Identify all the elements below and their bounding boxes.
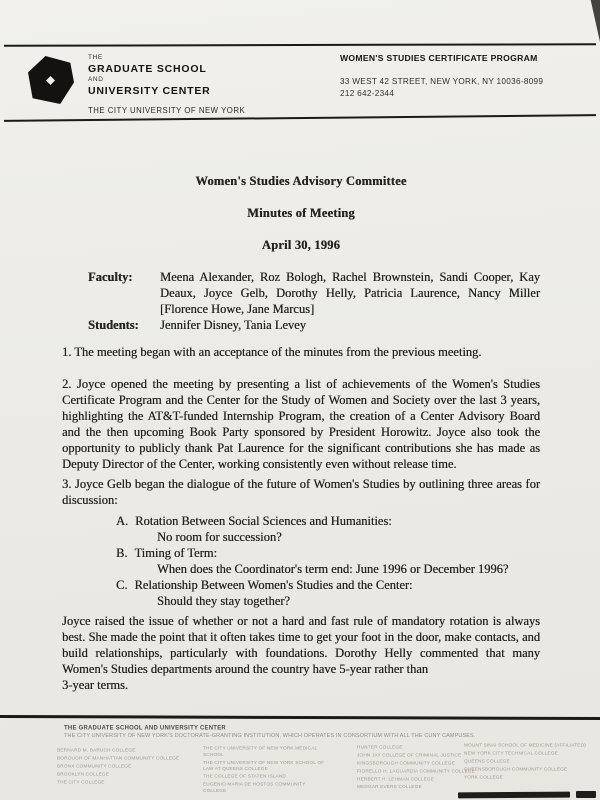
org-and: AND bbox=[88, 76, 104, 83]
program-address: 33 WEST 42 STREET, NEW YORK, NY 10036-8099 bbox=[340, 76, 544, 86]
letterhead-org-block bbox=[88, 55, 211, 99]
scan-corner-shadow bbox=[589, 0, 600, 42]
footer-college: HUNTER COLLEGE bbox=[357, 745, 403, 751]
footer-college: JOHN JAY COLLEGE OF CRIMINAL JUSTICE bbox=[357, 752, 462, 759]
students-label: Students: bbox=[88, 318, 139, 332]
agenda-heading-text: Rotation Between Social Sciences and Humanities: bbox=[135, 514, 392, 528]
document-body bbox=[62, 173, 540, 693]
footer-college: THE COLLEGE OF STATEN ISLAND bbox=[203, 774, 287, 780]
agenda-heading-text: Timing of Term: bbox=[134, 546, 217, 560]
scan-bottom-mark bbox=[576, 791, 596, 798]
program-phone: 212 642-2344 bbox=[340, 88, 395, 98]
paragraph-4: Joyce raised the issue of whether or not a hard and fast rule of mandatory rotation is always best. She made the point that it often takes time to get your foot in the door, make contacts, and build relationships, particularly with foundations. Dorothy Helly commented that many Women's Studies departments around the country have 5-year rather than bbox=[62, 614, 540, 676]
letterhead-top-rule bbox=[4, 43, 596, 47]
graduate-school-logo-icon bbox=[28, 56, 74, 104]
footer-college: THE CITY UNIVERSITY OF NEW YORK SCHOOL OF LAW AT QUEENS COLLEGE bbox=[203, 760, 325, 772]
footer-college: FIORELLO H. LAGUARDIA COMMUNITY COLLEGE bbox=[357, 768, 475, 774]
footer-tagline: THE CITY UNIVERSITY OF NEW YORK'S DOCTORATE-GRANTING INSTITUTION, WHICH OPERATES IN CONSORTIUM WITH ALL THE CUNY CAMPUSES. bbox=[64, 732, 476, 739]
footer-college: YORK COLLEGE bbox=[464, 774, 503, 780]
agenda-question: No room for succession? bbox=[157, 530, 282, 544]
agenda-heading bbox=[62, 513, 540, 529]
footer-heading: THE GRADUATE SCHOOL AND UNIVERSITY CENTER bbox=[64, 725, 226, 731]
paragraph-4-tail: 3-year terms. bbox=[62, 678, 128, 692]
footer-college: HERBERT H. LEHMAN COLLEGE bbox=[357, 776, 435, 782]
footer-college: BOROUGH OF MANHATTAN COMMUNITY COLLEGE bbox=[57, 755, 180, 762]
agenda-item-b bbox=[62, 545, 540, 577]
faculty-label: Faculty: bbox=[88, 270, 133, 284]
students-names: Jennifer Disney, Tania Levey bbox=[160, 318, 306, 332]
footer-college: KINGSBOROUGH COMMUNITY COLLEGE bbox=[357, 760, 455, 766]
paragraph-1: 1. The meeting began with an acceptance of the minutes from the previous meeting. bbox=[62, 345, 482, 359]
footer-college: QUEENSBOROUGH COMMUNITY COLLEGE bbox=[464, 766, 568, 772]
agenda-question: When does the Coordinator's term end: June 1996 or December 1996? bbox=[157, 562, 509, 576]
faculty-names: Meena Alexander, Roz Bologh, Rachel Brownstein, Sandi Cooper, Kay Deaux, Joyce Gelb, Dorothy Helly, Patricia Laurence, Nancy Miller [Florence Howe, Jane Marcus] bbox=[160, 270, 540, 316]
agenda-list bbox=[62, 513, 540, 609]
attendees-block bbox=[62, 269, 540, 333]
paragraph-2: 2. Joyce opened the meeting by presenting a list of achievements of the Women's Studies Certificate Program and the Center for the Study of Women and Society over the last 3 years, highlighting the AT&T-funded Internship Program, the creation of a Center Advisory Board and the then upcoming Book Party sponsored by President Horowitz. Joyce also took the opportunity to publicly thank Pat Laurence for the significant contributions she has made as Deputy Director of the Center, working consistently even without release time. bbox=[62, 377, 540, 471]
agenda-letter: A. bbox=[116, 514, 129, 528]
footer-college-column-1 bbox=[57, 748, 183, 788]
letterhead-program-block bbox=[340, 54, 543, 102]
paragraph-3: 3. Joyce Gelb began the dialogue of the future of Women's Studies by outlining three areas for discussion: bbox=[62, 477, 540, 507]
footer-college: MOUNT SINAI SCHOOL OF MEDICINE (AFFILIATED) bbox=[464, 743, 586, 749]
footer-college: BROOKLYN COLLEGE bbox=[57, 771, 110, 777]
agenda-heading-text: Relationship Between Women's Studies and the Center: bbox=[134, 578, 413, 592]
agenda-letter: B. bbox=[116, 546, 128, 560]
agenda-letter: C. bbox=[116, 578, 128, 592]
footer-rule bbox=[0, 715, 600, 720]
agenda-heading bbox=[62, 545, 540, 561]
org-university-line: THE CITY UNIVERSITY OF NEW YORK bbox=[88, 106, 246, 115]
org-name-line1: GRADUATE SCHOOL bbox=[88, 62, 207, 75]
org-name-line2: UNIVERSITY CENTER bbox=[88, 84, 211, 97]
footer-college-column-4 bbox=[464, 743, 590, 783]
footer-heading-block bbox=[64, 725, 600, 739]
document-title: Women's Studies Advisory Committee bbox=[195, 174, 407, 188]
footer-college: BERNARD M. BARUCH COLLEGE bbox=[57, 748, 136, 754]
footer-college: QUEENS COLLEGE bbox=[464, 758, 510, 764]
agenda-question: Should they stay together? bbox=[157, 594, 290, 608]
program-name: WOMEN'S STUDIES CERTIFICATE PROGRAM bbox=[340, 53, 538, 63]
document-date: April 30, 1996 bbox=[261, 238, 341, 252]
document-subtitle: Minutes of Meeting bbox=[247, 206, 355, 220]
faculty-row bbox=[62, 269, 540, 317]
letterhead-bottom-rule bbox=[4, 114, 596, 121]
agenda-item-c bbox=[62, 577, 540, 609]
footer-college: BRONX COMMUNITY COLLEGE bbox=[57, 763, 132, 769]
agenda-item-a bbox=[62, 513, 540, 545]
footer-college: THE CITY COLLEGE bbox=[57, 779, 105, 785]
footer-college: THE CITY UNIVERSITY OF NEW YORK MEDICAL SCHOOL bbox=[203, 746, 318, 758]
footer-college: NEW YORK CITY TECHNICAL COLLEGE bbox=[464, 750, 558, 757]
footer-college-column-2 bbox=[203, 746, 329, 796]
students-row bbox=[62, 317, 540, 333]
org-the: THE bbox=[88, 54, 103, 61]
footer-college: EUGENIO MARIA DE HOSTOS COMMUNITY COLLEGE bbox=[203, 782, 306, 794]
footer-college: MEDGAR EVERS COLLEGE bbox=[357, 784, 422, 790]
agenda-heading bbox=[62, 577, 540, 593]
